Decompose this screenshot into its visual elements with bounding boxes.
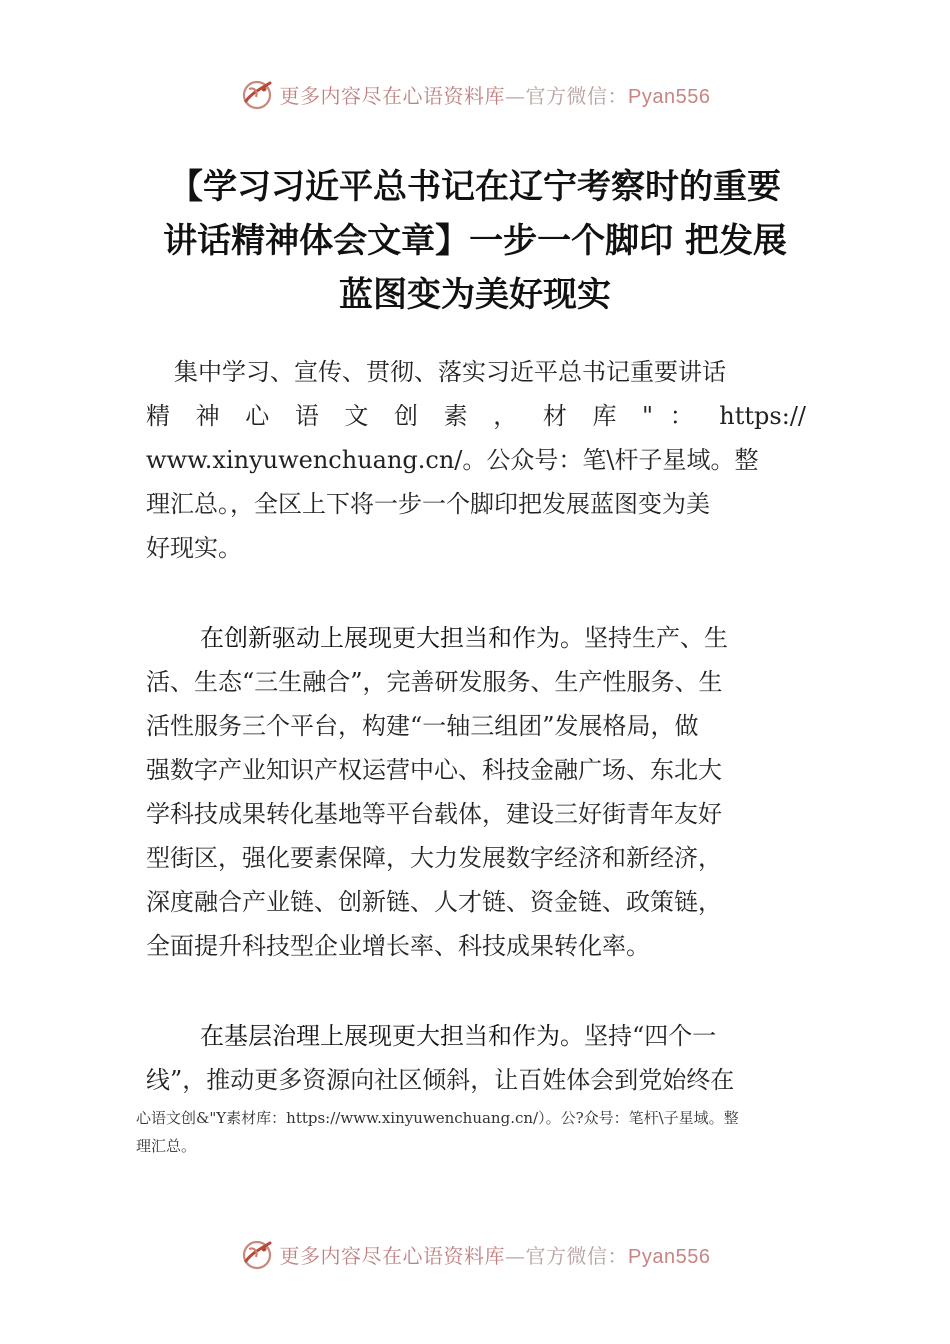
page-title — [130, 160, 820, 322]
paragraph-lead: 在基层治理上展现更大担当和作为。 — [200, 1022, 584, 1050]
banner-dash: — — [505, 1243, 526, 1268]
text-line: 集中学习、宣传、贯彻、落实习近平总书记重要讲话 — [174, 358, 726, 386]
text-line: 精 神 心 语 文 创 素 ， 材 库 " ： https:// — [146, 402, 806, 430]
text-line-rest: 坚持生产、生 — [584, 624, 728, 652]
text-line: 好现实。 — [146, 534, 242, 562]
text-line: 学科技成果转化基地等平台载体，建设三好街青年友好 — [146, 800, 722, 828]
text-line: 活性服务三个平台，构建“一轴三组团”发展格局，做 — [146, 712, 699, 740]
text-line — [146, 616, 806, 660]
title-line: 【学习习近平总书记在辽宁考察时的重要 — [169, 167, 781, 207]
banner-dash: — — [505, 83, 526, 108]
brand-logo-icon — [240, 1237, 274, 1271]
title-line: 讲话精神体会文章】一步一个脚印 把发展 — [163, 221, 787, 261]
banner-brand: 更多内容尽在心语资料库 — [279, 83, 506, 108]
paragraph-intro — [146, 350, 806, 570]
footer-banner — [0, 1232, 950, 1276]
footnote-line: 心语文创&"Y素材库：https://www.xinyuwenchuang.cn/）。公?众号：笔杆\子星域。整 — [136, 1109, 739, 1127]
text-line: 强数字产业知识产权运营中心、科技金融广场、东北大 — [146, 756, 722, 784]
banner-wechat-id: Pyan556 — [628, 1245, 711, 1268]
text-line-rest: 坚持“四个一 — [584, 1022, 717, 1050]
banner-text — [280, 80, 711, 109]
brand-logo-icon — [240, 77, 274, 111]
banner-wechat-label: 官方微信： — [525, 1243, 629, 1268]
text-line: 线”，推动更多资源向社区倾斜，让百姓体会到党始终在 — [146, 1066, 735, 1094]
paragraph-innovation — [146, 616, 806, 968]
banner-brand: 更多内容尽在心语资料库 — [279, 1243, 506, 1268]
text-line: 活、生态“三生融合”，完善研发服务、生产性服务、生 — [146, 668, 723, 696]
banner-wechat-label: 官方微信： — [525, 83, 629, 108]
text-line: 全面提升科技型企业增长率、科技成果转化率。 — [146, 932, 650, 960]
paragraph-governance — [146, 1014, 806, 1102]
text-line — [146, 1014, 806, 1058]
text-line: www.xinyuwenchuang.cn/。公众号：笔\杆子星域。整 — [146, 446, 759, 474]
text-line: 深度融合产业链、创新链、人才链、资金链、政策链， — [146, 888, 722, 916]
title-line: 蓝图变为美好现实 — [339, 275, 611, 315]
text-line: 理汇总。，全区上下将一步一个脚印把发展蓝图变为美 — [146, 490, 710, 518]
text-line: 型街区，强化要素保障，大力发展数字经济和新经济， — [146, 844, 722, 872]
banner-wechat-id: Pyan556 — [628, 85, 711, 108]
footnote — [136, 1104, 826, 1160]
footnote-line: 理汇总。 — [136, 1137, 197, 1155]
banner-text — [280, 1240, 711, 1269]
paragraph-lead: 在创新驱动上展现更大担当和作为。 — [200, 624, 584, 652]
header-banner — [0, 72, 950, 116]
